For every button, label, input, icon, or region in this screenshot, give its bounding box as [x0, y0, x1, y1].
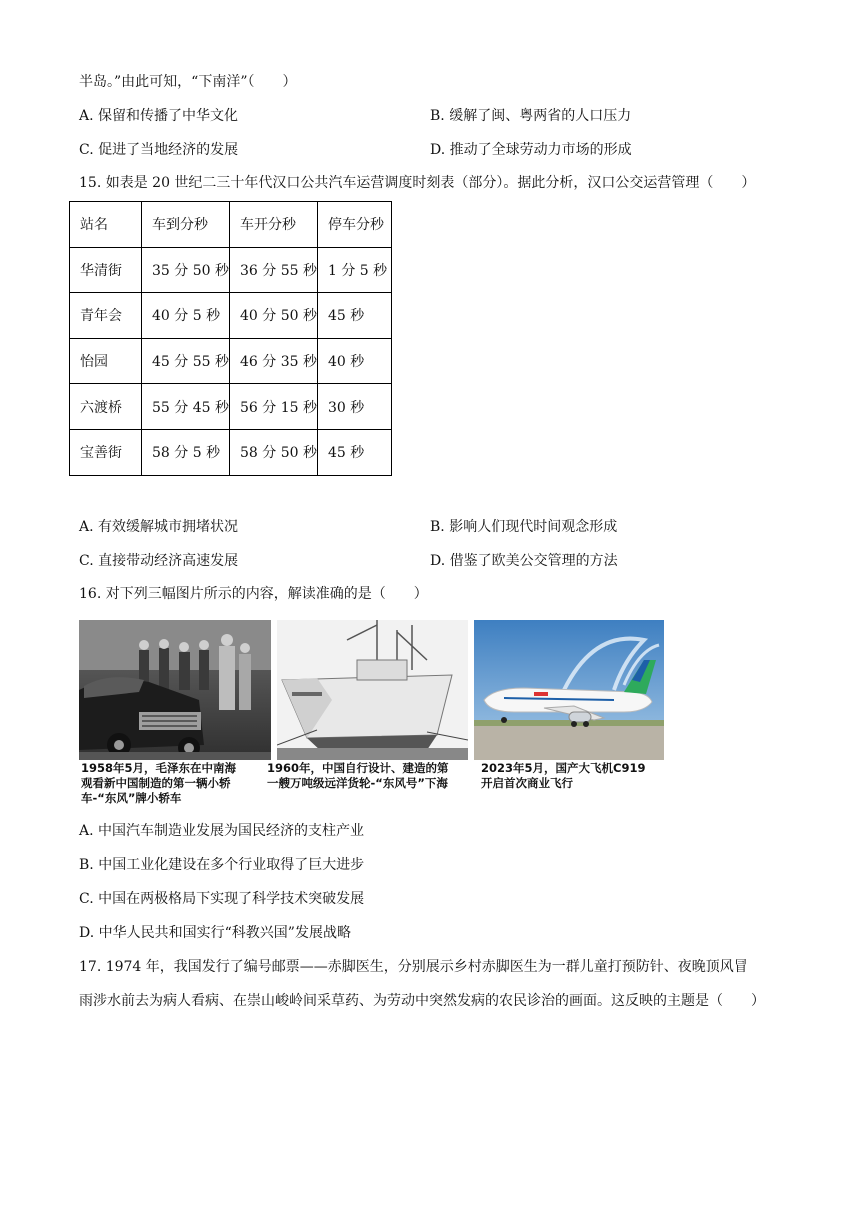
table-cell: 1 分 5 秒: [318, 247, 392, 293]
table-cell: 46 分 35 秒: [230, 338, 318, 384]
table-cell: 58 分 5 秒: [142, 429, 230, 475]
caption-line: 一艘万吨级远洋货轮-“东风号”下海: [267, 776, 448, 790]
table-row: [70, 429, 392, 475]
photo-c919-plane: [474, 620, 664, 760]
caption-line: 1958年5月，毛泽东在中南海: [81, 761, 237, 775]
table-header-cell: 停车分秒: [318, 202, 392, 248]
table-row: [70, 338, 392, 384]
table-cell: 30 秒: [318, 384, 392, 430]
table-cell: 45 秒: [318, 293, 392, 339]
table-cell: 45 分 55 秒: [142, 338, 230, 384]
q17-stem-line-2: 雨涉水前去为病人看病、在崇山峻岭间采草药、为劳动中突然发病的农民诊治的画面。这反映的主题是（ ）: [79, 993, 765, 1009]
q14-option-d: D. 推动了全球劳动力市场的形成: [430, 142, 632, 158]
photo-caption-plane: [481, 761, 645, 791]
q15-option-a: A. 有效缓解城市拥堵状况: [79, 519, 239, 535]
table-cell: 56 分 15 秒: [230, 384, 318, 430]
q15-option-b: B. 影响人们现代时间观念形成: [430, 519, 618, 535]
photo-dongfeng-car: [79, 620, 271, 760]
q16-stem: 16. 对下列三幅图片所示的内容，解读准确的是（ ）: [79, 586, 428, 602]
table-cell: 六渡桥: [70, 384, 142, 430]
table-cell: 55 分 45 秒: [142, 384, 230, 430]
table-cell: 36 分 55 秒: [230, 247, 318, 293]
bus-timetable: [69, 201, 392, 476]
q14-option-a: A. 保留和传播了中华文化: [79, 108, 239, 124]
q15-option-c: C. 直接带动经济高速发展: [79, 553, 239, 569]
table-header-row: [70, 202, 392, 248]
photo-caption-ship: [267, 761, 449, 791]
table-cell: 怡园: [70, 338, 142, 384]
q14-option-c: C. 促进了当地经济的发展: [79, 142, 239, 158]
q17-stem-line-1: 17. 1974 年，我国发行了编号邮票——赤脚医生，分别展示乡村赤脚医生为一群儿童打预防针、夜晚顶风冒: [79, 959, 748, 975]
q15-stem: 15. 如表是 20 世纪二三十年代汉口公共汽车运营调度时刻表（部分）。据此分析，汉口公交运营管理（ ）: [79, 175, 756, 191]
caption-line: 2023年5月，国产大飞机C919: [481, 761, 646, 775]
table-header-cell: 车到分秒: [142, 202, 230, 248]
caption-line: 开启首次商业飞行: [481, 776, 573, 790]
q16-option-a: A. 中国汽车制造业发展为国民经济的支柱产业: [79, 823, 365, 839]
caption-line: 1960年，中国自行设计、建造的第: [267, 761, 449, 775]
table-row: [70, 384, 392, 430]
q16-option-b: B. 中国工业化建设在多个行业取得了巨大进步: [79, 857, 365, 873]
photo-dongfeng-ship: [277, 620, 468, 760]
q14-stem-tail: 半岛。”由此可知，“下南洋”（ ）: [79, 74, 297, 90]
table-cell: 华清街: [70, 247, 142, 293]
table-cell: 40 分 50 秒: [230, 293, 318, 339]
table-cell: 40 分 5 秒: [142, 293, 230, 339]
table-cell: 35 分 50 秒: [142, 247, 230, 293]
photo-caption-car: [81, 761, 236, 806]
q16-option-c: C. 中国在两极格局下实现了科学技术突破发展: [79, 891, 365, 907]
table-cell: 45 秒: [318, 429, 392, 475]
table-cell: 40 秒: [318, 338, 392, 384]
caption-line: 观看新中国制造的第一辆小轿: [81, 776, 231, 790]
q15-option-d: D. 借鉴了欧美公交管理的方法: [430, 553, 618, 569]
table-row: [70, 293, 392, 339]
caption-line: 车-“东风”牌小轿车: [81, 791, 182, 805]
table-header-cell: 站名: [70, 202, 142, 248]
table-row: [70, 247, 392, 293]
q14-option-b: B. 缓解了闽、粤两省的人口压力: [430, 108, 632, 124]
table-cell: 58 分 50 秒: [230, 429, 318, 475]
table-cell: 青年会: [70, 293, 142, 339]
table-header-cell: 车开分秒: [230, 202, 318, 248]
table-cell: 宝善街: [70, 429, 142, 475]
q16-option-d: D. 中华人民共和国实行“科教兴国”发展战略: [79, 925, 351, 941]
